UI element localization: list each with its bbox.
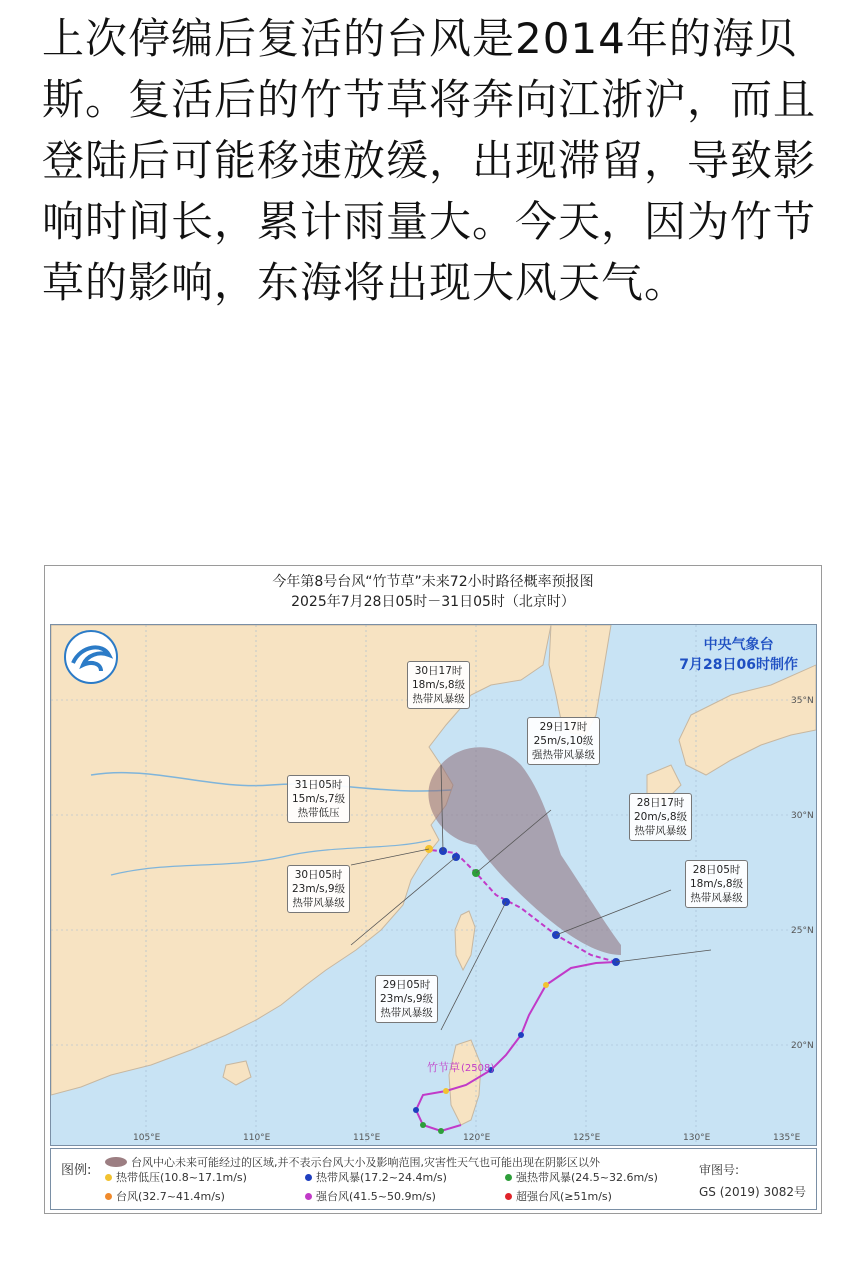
dot-icon [105, 1193, 112, 1200]
lat-tick-25: 25°N [791, 926, 814, 936]
dot-icon [505, 1174, 512, 1181]
label-wind: 20m/s,8级 [634, 811, 688, 823]
agency-label [679, 635, 798, 675]
lat-tick-30: 30°N [791, 811, 814, 821]
label-29-17 [527, 717, 600, 765]
typhoon-name-label: 竹节草 [427, 1061, 460, 1074]
legend-item-label: 强热带风暴(24.5~32.6m/s) [516, 1171, 658, 1184]
label-wind: 23m/s,9级 [292, 883, 346, 895]
label-29-05 [375, 975, 438, 1023]
dot-icon [505, 1193, 512, 1200]
legend-item-label: 超强台风(≥51m/s) [516, 1190, 612, 1203]
label-time: 28日05时 [692, 864, 741, 876]
legend-item [305, 1188, 505, 1204]
legend-item-label: 热带低压(10.8~17.1m/s) [116, 1171, 247, 1184]
map-approval [699, 1159, 806, 1203]
label-wind: 18m/s,8级 [412, 679, 466, 691]
label-level: 热带风暴级 [690, 892, 743, 904]
legend-item-label: 强台风(41.5~50.9m/s) [316, 1190, 436, 1203]
label-30-05 [287, 865, 350, 913]
agency-issue-time: 7月28日06时制作 [679, 657, 798, 673]
label-wind: 18m/s,8级 [690, 878, 744, 890]
label-time: 30日17时 [414, 665, 463, 677]
label-30-17 [407, 661, 470, 709]
legend-cone-text: 台风中心未来可能经过的区域,并不表示台风大小及影响范围,灾害性天气也可能出现在阴影区以外 [131, 1156, 600, 1169]
dot-icon [305, 1193, 312, 1200]
legend-item [505, 1188, 705, 1204]
label-wind: 15m/s,7级 [292, 793, 346, 805]
legend-item-label: 台风(32.7~41.4m/s) [116, 1190, 225, 1203]
legend-item [105, 1169, 305, 1185]
legend-cone-row [105, 1154, 600, 1170]
map-title-line2: 2025年7月28日05时－31日05时（北京时） [291, 594, 575, 610]
legend-title: 图例: [61, 1163, 92, 1178]
label-wind: 25m/s,10级 [533, 735, 594, 747]
cone-swatch-icon [105, 1157, 127, 1167]
label-31-05 [287, 775, 350, 823]
label-level: 热带低压 [297, 807, 340, 819]
typhoon-code-label: (2508) [461, 1063, 495, 1074]
legend-item [105, 1188, 305, 1204]
label-level: 热带风暴级 [634, 825, 687, 837]
lon-tick-120: 120°E [463, 1133, 491, 1143]
lon-tick-135: 135°E [773, 1133, 801, 1143]
article-text: 上次停编后复活的台风是2014年的海贝斯。复活后的竹节草将奔向江浙沪，而且登陆后可能移速放缓，出现滞留，导致影响时间长，累计雨量大。今天，因为竹节草的影响，东海将出现大风天气。 [42, 14, 817, 307]
label-level: 热带风暴级 [380, 1007, 433, 1019]
legend-item [305, 1169, 505, 1185]
label-level: 热带风暴级 [292, 897, 345, 909]
typhoon-forecast-map-figure [44, 565, 822, 1214]
agency-name: 中央气象台 [703, 637, 774, 653]
map-title [45, 572, 821, 612]
label-time: 30日05时 [294, 869, 343, 881]
label-wind: 23m/s,9级 [380, 993, 434, 1005]
label-time: 29日17时 [539, 721, 588, 733]
legend-item [505, 1169, 705, 1185]
lat-tick-35: 35°N [791, 696, 814, 706]
lon-tick-130: 130°E [683, 1133, 711, 1143]
approval-label: 审图号: [699, 1163, 740, 1177]
lon-tick-115: 115°E [353, 1133, 381, 1143]
approval-number: GS (2019) 3082号 [699, 1185, 806, 1199]
dot-icon [105, 1174, 112, 1181]
label-level: 强热带风暴级 [532, 749, 595, 761]
map-title-line1: 今年第8号台风“竹节草”未来72小时路径概率预报图 [272, 574, 594, 590]
dot-icon [305, 1174, 312, 1181]
label-time: 29日05时 [382, 979, 431, 991]
lon-tick-110: 110°E [243, 1133, 271, 1143]
map-area [50, 624, 817, 1146]
legend-items [105, 1169, 705, 1204]
map-legend [50, 1148, 817, 1210]
lat-tick-20: 20°N [791, 1041, 814, 1051]
label-28-05 [685, 860, 748, 908]
lon-tick-125: 125°E [573, 1133, 601, 1143]
label-28-17 [629, 793, 692, 841]
cma-logo [65, 631, 117, 683]
label-time: 28日17时 [636, 797, 685, 809]
legend-item-label: 热带风暴(17.2~24.4m/s) [316, 1171, 447, 1184]
label-level: 热带风暴级 [412, 693, 465, 705]
label-time: 31日05时 [294, 779, 343, 791]
lon-tick-105: 105°E [133, 1133, 161, 1143]
